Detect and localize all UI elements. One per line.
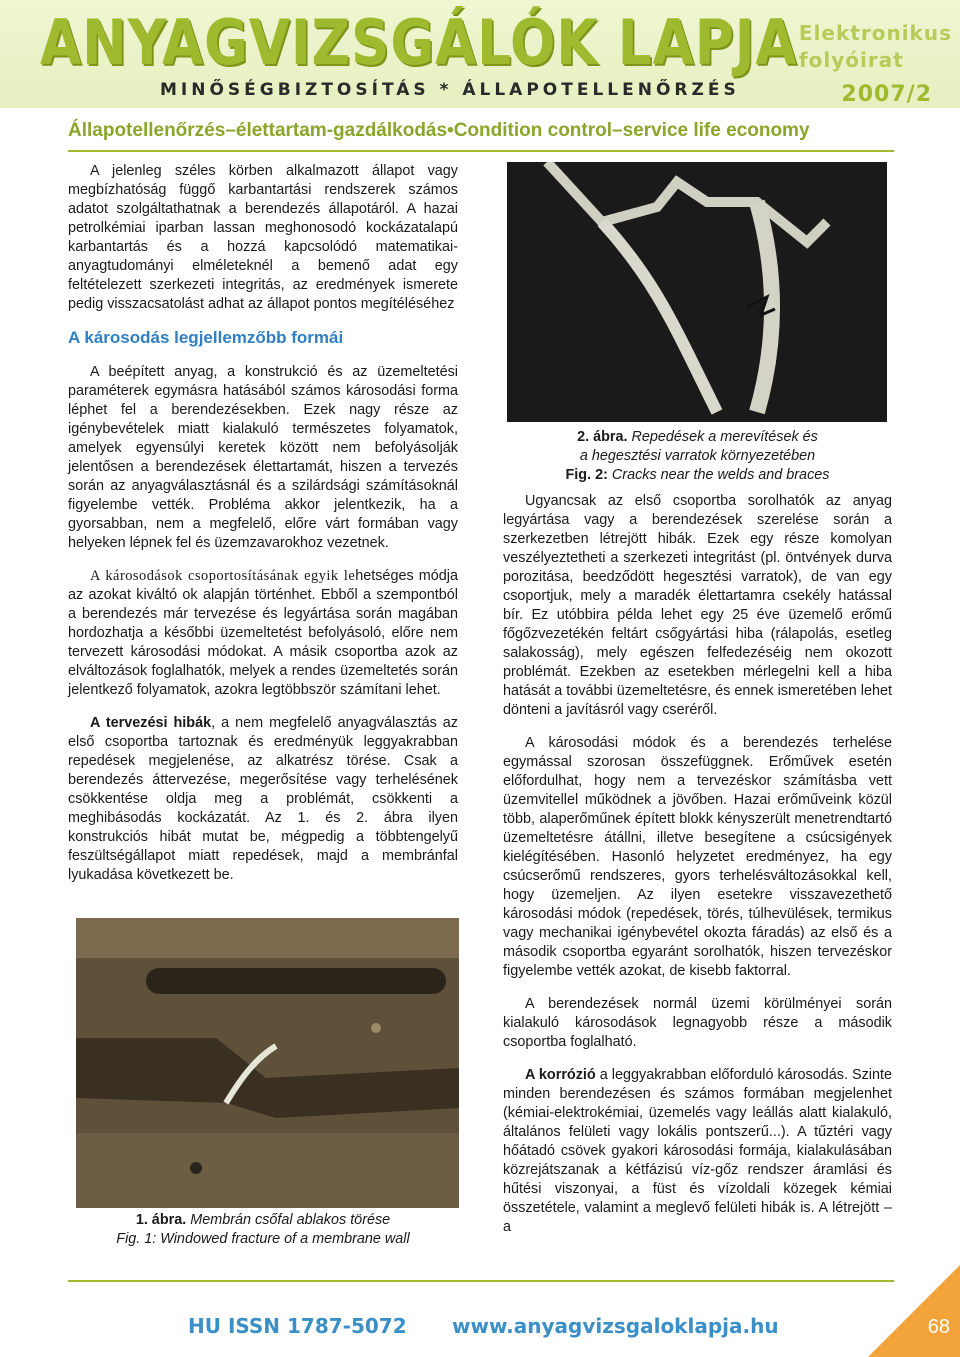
paragraph-design-errors [68, 714, 458, 885]
figure-2-en-number: Fig. 2: [565, 467, 608, 483]
journal-title: ANYAGVIZSGÁLÓK LAPJA [40, 6, 798, 79]
figure-1-caption-hu [68, 1211, 458, 1230]
masthead [0, 0, 960, 108]
paragraph-damage-forms: A beépített anyag, a konstrukció és az üzemeltetési paraméterek egymásra hatásából számos károsodási forma léphet fel a berendezésekben. Ezek nagy része az igénybevételek miatt kialakuló természetes folyamatok, amelyek egyensúlyi keretek között nem befolyásolják jelentősen a berendezések élettartamát, hiszen a tervezés során az anyagválasztásnál és a szilárdsági számításoknál figyelembe vették. Probléma akkor jelentkezik, ha a gyorsabban, nem a megfelelő, előre várt formában vagy helyeken lépnek fel és üzemzavarokhoz vezetnek. [68, 364, 458, 551]
figure-2-caption-hu-1-text: Repedések a merevítések és [631, 429, 818, 445]
intro-paragraph: A jelenleg széles körben alkalmazott állapot vagy megbízhatóság függő karbantartási rendszerek számos adatot szolgáltathatnak a berendezés állapotáról. A hazai petrolkémiai iparban lassan meghonosodó kockázatalapú karbantartás és a hozzá kapcsolódó matematikai-anyagtudományi elméleteknél a bemenő adat egy feltételezett szerkezeti integritás, az eredmények ismerete pedig visszacsatolást adhat az állapot pontos megítéléséhez [68, 163, 458, 312]
right-column [503, 492, 892, 1251]
figure-1-number: 1. ábra. [135, 1212, 187, 1228]
issue-number: 2007/2 [841, 82, 932, 107]
footer-divider [68, 1280, 894, 1282]
design-errors-rest: , a nem megfelelő anyagválasztás az első csoportba tartoznak és eredményük leggyakrabban repedések megjelenése, az alkatrész törése. Csak a berendezés áttervezése, megerősítése vagy terhelésének csökkentése oldja meg a problémát, csökkenti a meghibásodás kockázatát. Az 1. és 2. ábra ilyen konstrukciós hibát mutat be, mégpedig a többtengelyű feszültségállapot miatt repedések, majd a membránfal lyukadása következett be. [68, 715, 458, 883]
design-errors-lead: A tervezési hibák [90, 715, 212, 731]
figure-2-caption-en-text: Cracks near the welds and braces [611, 467, 830, 483]
paragraph-load-relation: A károsodási módok és a berendezés terhelése egymással szorosan összefüggnek. Erőművek esetén előfordulhat, hogy nem a tervezéskor számításba vett üzemvitellel működnek a jövőben. Hazai erőműveink közül több, alaperőműnek épített blokk kényszerült menetrendtartó üzemeltetésre átállni, illetve besegítene a csúcsigények kielégítésében. Hasonló helyzetet eredményez, ha egy csúcserőmű rendszeres, gyors terhelésváltozásokkal kell, hogy üzemeljen. Az ilyen esetekre visszavezethető károsodási módok (repedések, törés, túlhevülések, termikus vagy mechanikai igénybevétel okozta fáradás) az első és a második csoportba egyaránt sorolhatók, hiszen tervezéskor figyelembe vették azokat, de kisebb faktorral. [503, 735, 892, 979]
figure-1-illustration [76, 918, 459, 1208]
journal-type [799, 20, 952, 74]
figure-1-caption-hu-text: Membrán csőfal ablakos törése [190, 1212, 391, 1228]
footer-issn: HU ISSN 1787-5072 [188, 1314, 407, 1338]
figure-2-caption-hu-1 [503, 428, 892, 447]
grouping-rest: hetséges módja az azokat kiváltó ok alapján történhet. Ebből a szempontból a berendezés már tervezése és legyártása során magában hordozhatja a későbbi üzemeltetést befolyásoló, előre nem tervezett károsodási módokat. A másik csoportba azok az elváltozások foglalhatók, melyek a rendes üzemeltetés során jelentkező folyamatok, azokra legtöbbször számítani lehet. [68, 568, 458, 698]
page-corner-decoration [868, 1265, 960, 1357]
figure-2-number: 2. ábra. [577, 429, 628, 445]
paragraph-grouping [68, 567, 458, 700]
figure-2-caption-en [503, 466, 892, 485]
paragraph-corrosion [503, 1066, 892, 1237]
corrosion-lead: A korrózió [525, 1067, 596, 1083]
figure-1-caption [68, 1211, 458, 1249]
journal-subtitle: MINŐSÉGBIZTOSÍTÁS * ÁLLAPOTELLENŐRZÉS [160, 80, 740, 100]
figure-1-caption-en: Fig. 1: Windowed fracture of a membrane wall [116, 1231, 410, 1247]
figure-2-illustration [507, 162, 887, 422]
paragraph-manufacturing-defects: Ugyancsak az első csoportba sorolhatók az anyag legyártása vagy a berendezések szerelése során a szerkezetben létrejött hibák. Ezek egy része komolyan veszélyeztetheti a szerkezeti integritást (pl. öntvények durva porozitása, beedződött hegesztési varratok), de van egy csoportjuk, mely a maradék élettartamra csekély hatással bír. Ez utóbbira példa lehet egy 25 éve üzemelő erőmű főgőzvezetékén feltárt csőgyártási hiba (rálapolás, esetleg salakosság), mely egészen felfedezéséig nem okozott problémát. Ezekben az esetekben mérlegelni kell a hiba hatását a további üzemeltetésre, és ennek ismeretében lehet dönteni a javításról vagy cseréről. [503, 493, 892, 718]
figure-2-caption-hu-2: a hegesztési varratok környezetében [579, 448, 816, 464]
header-divider [68, 150, 894, 152]
page-number: 68 [927, 1316, 950, 1338]
left-column [68, 162, 458, 899]
section-heading: A károsodás legjellemzőbb formái [68, 328, 344, 347]
corrosion-rest: a leggyakrabban előforduló károsodás. Szinte minden berendezésen és számos formában megjelenhet (kémiai-elektrokémiai, üzemelés vagy leállás alatt kialakuló, általános felületi vagy lokális pontszerű...). A tűztéri vagy hőátadó csövek gyakori károsodási formája, kialakulásában közrejátszanak a kétfázisú víz-gőz rendszer áramlási és hűtési viszonyai, a füst és vízoldali közegek kémiai összetétele, valamint a meglevő felületi hibák is. A létrejött – a [503, 1067, 892, 1235]
figure-2-caption [503, 428, 892, 485]
paragraph-normal-operation: A berendezések normál üzemi körülményei során kialakuló károsodások legnagyobb része a második csoportba foglalható. [503, 996, 892, 1050]
footer-website-link[interactable]: www.anyagvizsgaloklapja.hu [452, 1314, 779, 1338]
figure-1-photo [76, 918, 459, 1208]
section-title: Állapotellenőrzés–élettartam-gazdálkodás•Condition control–service life economy [68, 120, 810, 141]
journal-type-line2: folyóirat [798, 48, 904, 72]
journal-type-line1: Elektronikus [798, 21, 952, 45]
figure-2-photo [507, 162, 887, 422]
grouping-serif-run: A károsodások csoportosításának egyik le [90, 568, 356, 584]
